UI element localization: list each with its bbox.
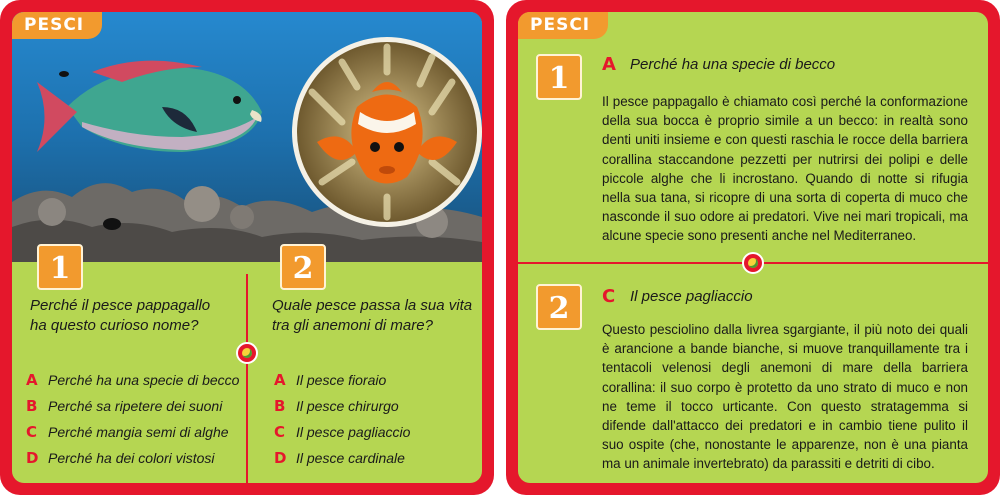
- option-d[interactable]: D Perché ha dei colori vistosi: [26, 449, 215, 467]
- card-photo: [12, 12, 482, 262]
- answer-1-letter: A: [602, 54, 616, 75]
- option-b[interactable]: B Perché sa ripetere dei suoni: [26, 397, 223, 415]
- question-2-options: [274, 367, 410, 471]
- answer-2-title-text: Il pesce pagliaccio: [630, 288, 753, 305]
- answer-2-body: Questo pesciolino dalla livrea sgargiante, il più noto dei quali è arancione a bande bianche, si muove tranquillamente tra i tentacoli velenosi degli anemoni di mare della barriera corallina: il suo corpo è protetto da uno strato di muco e non ne teme il tocco urticante. Con questo stratagemma si difende dall'attacco dei predatori e in cambio tiene pulito il suo ospite (che, nonostante le apparenze, non è una pianta ma un animale invertebrato) da parassiti e detriti di cibo.: [602, 322, 968, 472]
- answer-2-letter: C: [602, 286, 616, 307]
- category-tab: PESCI: [12, 12, 102, 39]
- option-d[interactable]: D Il pesce cardinale: [274, 449, 405, 467]
- answer-1-body: Il pesce pappagallo è chiamato così perché la conformazione della sua bocca è proprio simile a un becco: in realtà sono denti uniti insieme e con questi raschia le rocce della barriera corallina staccandone pezzetti per nutrirsi dei polipi e delle piccole alghe che li incrostano. Quando di notte si rifugia nella sua tana, si ricopre di una sorta di coperta di muco che nasconde il suo odore ai predatori. Vive nei mari tropicali, ma alcune specie sono presenti anche nel Mediterraneo.: [602, 94, 968, 244]
- answer-1-title: [602, 54, 835, 75]
- question-1-options: [26, 367, 239, 471]
- answer-card-panel: [518, 12, 988, 483]
- flower-badge-icon: [236, 342, 258, 364]
- flower-badge-icon: [742, 252, 764, 274]
- question-card: [0, 0, 494, 495]
- answer-card: [506, 0, 1000, 495]
- question-1-text: Perché il pesce pappagallo ha questo curioso nome?: [30, 297, 211, 334]
- clownfish-illustration: [292, 37, 482, 227]
- option-c[interactable]: C Il pesce pagliaccio: [274, 423, 411, 441]
- reef-scene: [12, 12, 482, 262]
- answer-number-2: 2: [536, 284, 582, 330]
- option-c[interactable]: C Perché mangia semi di alghe: [26, 423, 229, 441]
- column-divider: [246, 274, 248, 483]
- answer-number-1: 1: [536, 54, 582, 100]
- question-number-2: 2: [280, 244, 326, 290]
- question-2-text: Quale pesce passa la sua vita tra gli anemoni di mare?: [272, 297, 473, 334]
- answer-1-title-text: Perché ha una specie di becco: [630, 56, 836, 73]
- option-a[interactable]: A Perché ha una specie di becco: [26, 371, 240, 389]
- question-number-1: 1: [37, 244, 83, 290]
- option-a[interactable]: A Il pesce fioraio: [274, 371, 387, 389]
- option-b[interactable]: B Il pesce chirurgo: [274, 397, 399, 415]
- category-tab: PESCI: [518, 12, 608, 39]
- question-card-panel: [12, 12, 482, 483]
- answer-2-title: [602, 286, 753, 307]
